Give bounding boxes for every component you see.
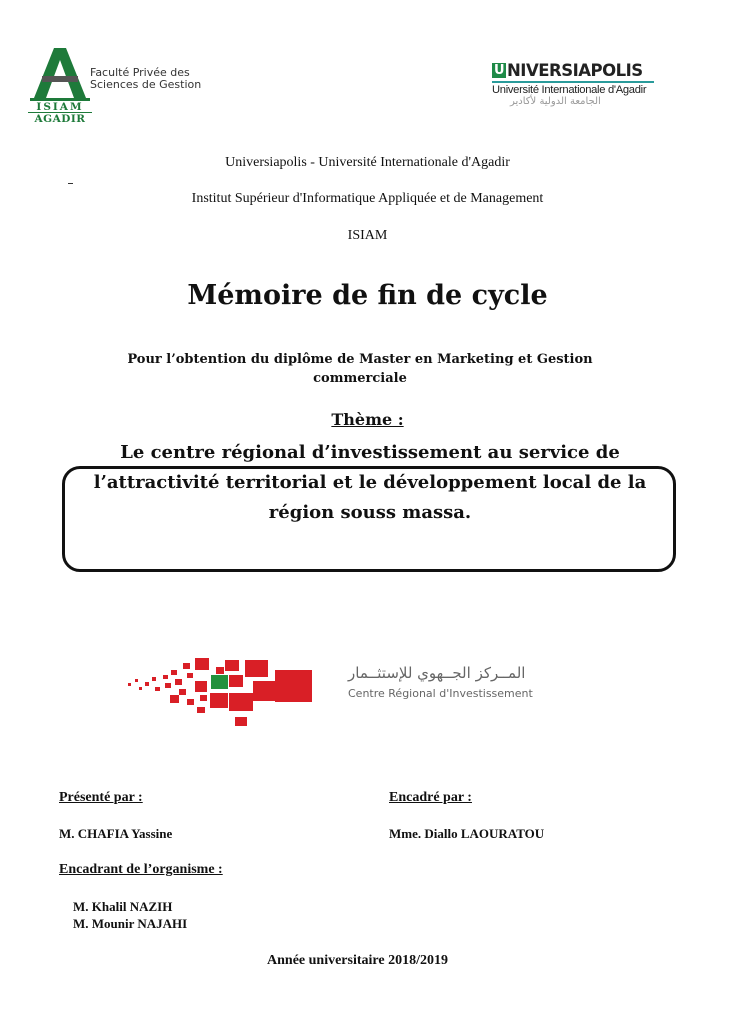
academic-year: Année universitaire 2018/2019	[267, 953, 448, 968]
u-mark-icon: U	[493, 63, 505, 78]
isiam-faculty-text	[90, 67, 201, 91]
page-subtitle: Pour l’obtention du diplôme de Master en Marketing et Gestion commerciale	[127, 352, 593, 386]
header-institute: Institut Supérieur d'Informatique Appliquée et de Management	[191, 191, 544, 206]
student-name: M. CHAFIA Yassine	[59, 826, 173, 841]
universiapolis-divider	[492, 81, 654, 83]
cri-french-name: Centre Régional d'Investissement	[348, 687, 533, 700]
universiapolis-subtitle: Université Internationale d'Agadir	[492, 84, 647, 96]
presented-by-label: Présenté par :	[59, 790, 143, 805]
agadir-word: AGADIR	[28, 112, 92, 125]
isiam-a-emblem-icon	[28, 46, 92, 102]
universiapolis-name	[492, 62, 662, 80]
isiam-logo	[28, 46, 92, 124]
cri-arabic-name: المــركز الجــهوي للإستثــمار	[348, 664, 526, 682]
header-isiam: ISIAM	[347, 228, 388, 243]
universiapolis-wordmark: NIVERSIAPOLIS	[507, 61, 643, 80]
universiapolis-logo	[492, 62, 662, 108]
faculty-line-1: Faculté Privée des	[90, 66, 190, 79]
stray-dash	[68, 183, 73, 184]
organism-supervisor-2: M. Mounir NAJAHI	[73, 916, 188, 931]
faculty-line-2: Sciences de Gestion	[90, 78, 202, 91]
organism-supervisor-label: Encadrant de l’organisme :	[59, 862, 223, 877]
page-title: Mémoire de fin de cycle	[187, 280, 548, 311]
header-university: Universiapolis - Université Internationale d'Agadir	[225, 155, 510, 170]
organism-supervisor-1: M. Khalil NAZIH	[73, 899, 173, 914]
theme-text: Le centre régional d’investissement au service de l’attractivité territorial et le développement local de la région souss massa.	[93, 442, 647, 523]
supervised-by-label: Encadré par :	[389, 790, 472, 805]
universiapolis-arabic: الجامعة الدولية لأكادير	[510, 96, 601, 107]
isiam-word: ISIAM	[36, 101, 84, 113]
supervisor-name: Mme. Diallo LAOURATOU	[389, 826, 545, 841]
theme-label: Thème :	[331, 410, 404, 429]
